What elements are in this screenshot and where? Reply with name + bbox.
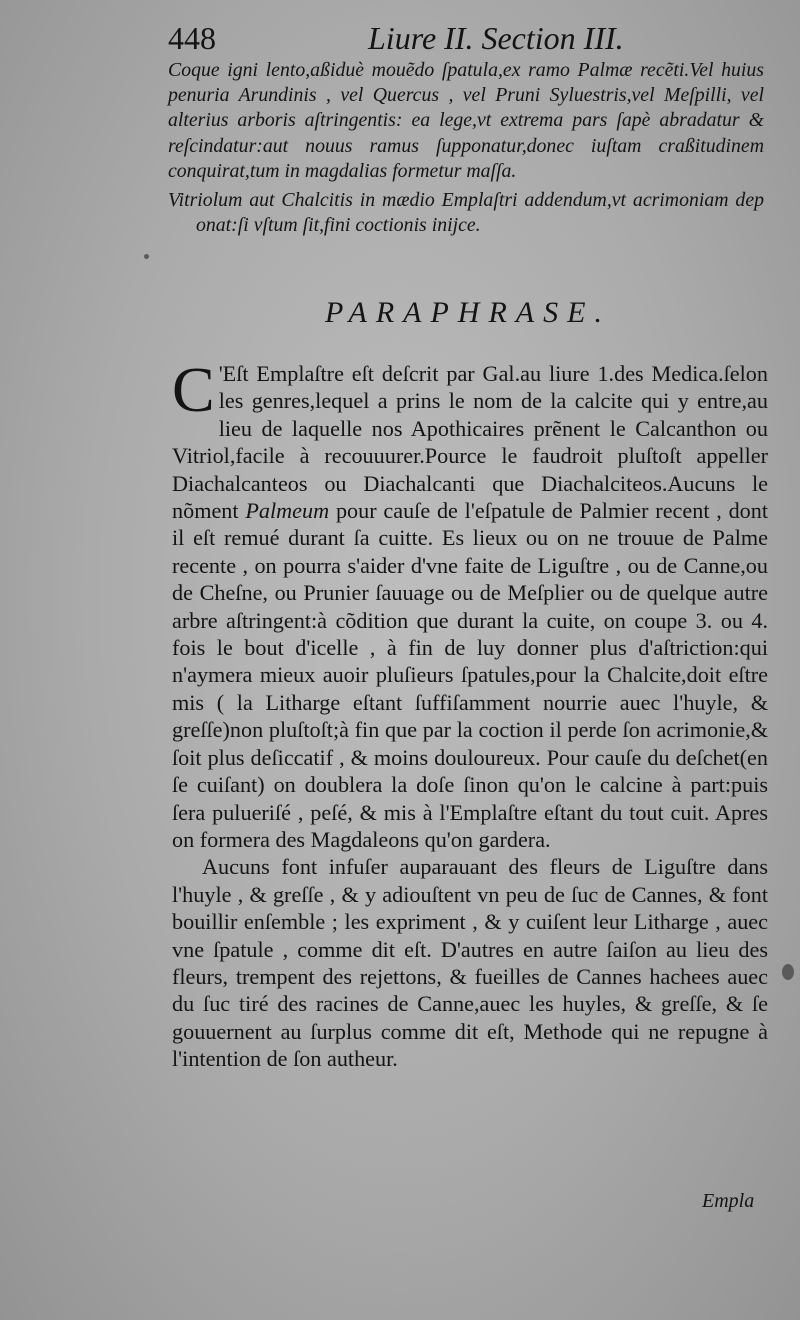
paraphrase-text-b: pour cauſe de l'eſpatule de Palmier recent , dont il eſt remué durant ſa cuitte. Es lieux ou on ne trouue de Palme recente , on pourra s'aider d'vne faite de Liguſtre , ou de Canne,ou de Cheſne, ou Prunier ſauuage ou de Meſplier ou de quelque autre arbre aſtringent:à cõdition que durant la cuite, on coupe 3. ou 4. fois le bout d'icelle , à fin de luy donner plus d'aſtriction:qui n'aymera mieux auoir pluſieurs ſpatules,pour la Chalcite,doit eſtre mis ( la Litharge eſtant ſuffiſamment nourrie auec l'huyle, & greſſe)non pluſtoſt;à fin que par la coction il perde ſon acrimonie,& ſoit plus deſiccatif , & moins douloureux. Pour cauſe du deſchet(en ſe cuiſant) on doublera la doſe ſinon qu'on le calcine à part:puis ſera pulueriſé , peſé, & mis à l'Emplaſtre eſtant du tout cuit. Apres on formera des Magdaleons qu'on gardera. — [172, 498, 769, 852]
section-title: PARAPHRASE. — [325, 296, 611, 329]
paraphrase-text-a: 'Eſt Emplaſtre eſt deſcrit par Gal.au liure 1.des Medica.ſelon les genres,lequel a prins le nom de la calcite qui y entre,au lieu de laquelle nos Apothicaires prẽnent le Calcanthon ou Vitriol,facile à recouuurer.Pource le faudroit pluſtoſt appeller Diachalcanteos ou Diachalcanti que Diachalciteos.Aucuns le nõment — [172, 361, 768, 524]
page-header — [168, 20, 638, 60]
paraphrase-text — [172, 354, 769, 1073]
ink-speck — [144, 254, 149, 259]
page-number: 448 — [168, 20, 216, 56]
running-title: Liure II. Section III. — [368, 20, 624, 56]
recipe-paragraph-1: Coque igni lento,aßiduè mouẽdo ſpatula,ex ramo Palmæ recẽti.Vel huius penuria Arundinis , vel Quercus , vel Pruni Syluestris,vel Meſpilli, vel alterius arboris aſtringentis: ea lege,vt extrema pars ſapè abradatur & reſcindatur:aut nouus ramus ſupponatur,donec iuſtam craßitudinem conquirat,tum in magdalias formetur maſſa. — [168, 59, 764, 182]
drop-cap: C — [172, 354, 215, 425]
ink-speck — [782, 964, 794, 980]
latin-recipe — [168, 58, 764, 242]
catchword: Empla — [702, 1190, 755, 1212]
paraphrase-paragraph-2: Aucuns font infuſer auparauant des fleurs de Liguſtre dans l'huyle , & greſſe , & y adiouſtent vn peu de ſuc de Cannes, & font bouillir enſemble ; les expriment , & y cuiſent leur Litharge , auec vne ſpatule , comme dit eſt. D'autres en autre ſaiſon au lieu des fleurs, trempent des rejettons, & fueilles de Cannes hachees auec du ſuc tiré des racines de Canne,auec les huyles, & greſſe, & ſe gouuernent au ſurplus comme dit eſt, Methode qui ne repugne à l'intention de ſon autheur. — [172, 854, 768, 1072]
recipe-paragraph-2: Vitriolum aut Chalcitis in mædio Emplaſtri addendum,vt acrimoniam dep onat:ſi vſtum ſit,fini coctionis inijce. — [168, 189, 764, 237]
paraphrase-paragraph-1 — [172, 354, 769, 853]
paraphrase-italic-term: Palmeum — [245, 498, 330, 524]
